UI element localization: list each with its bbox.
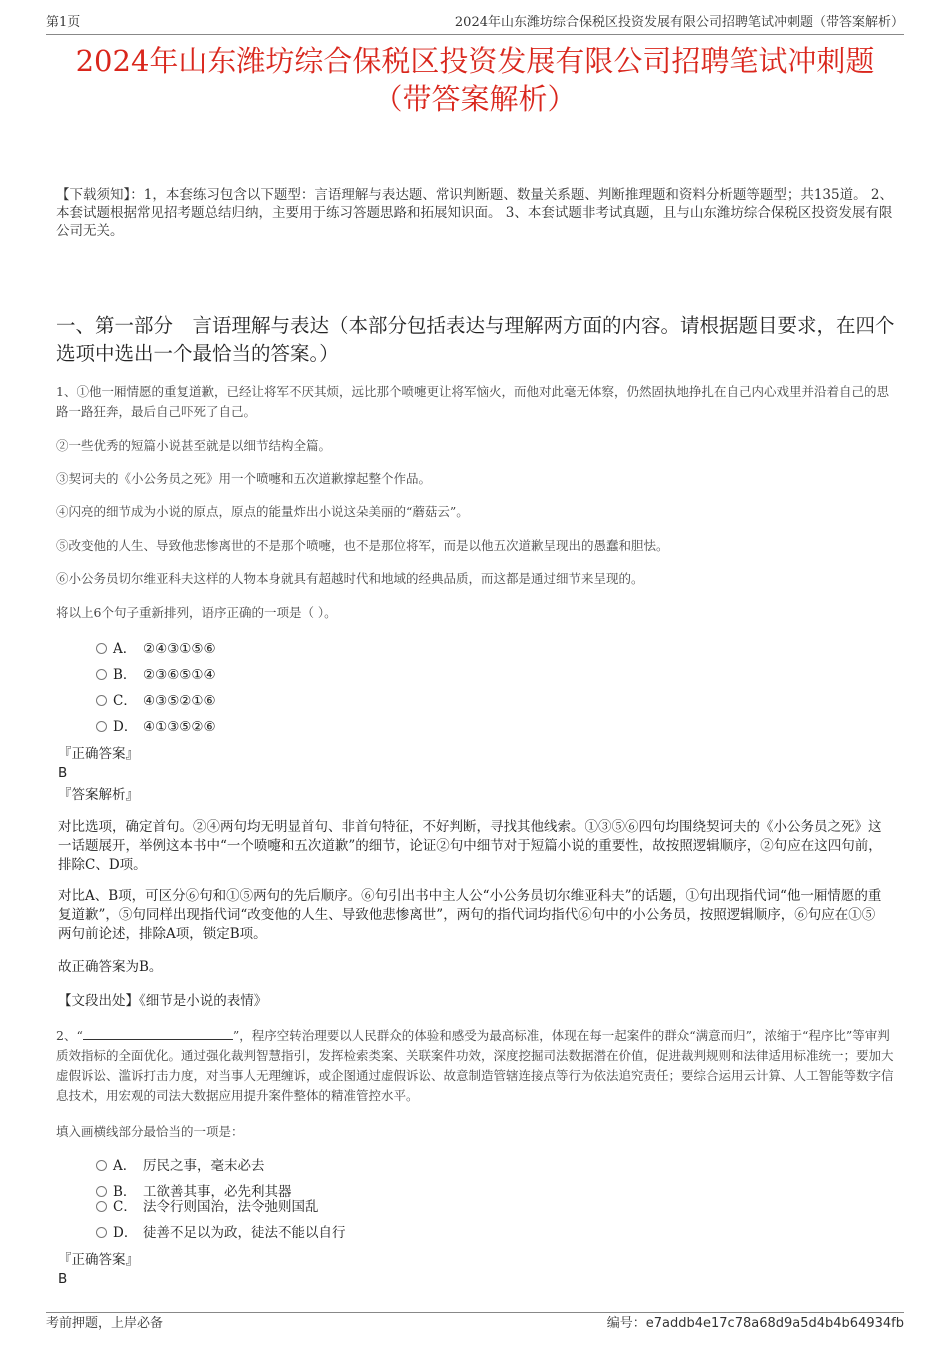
q1-sentence-3: ③契诃夫的《小公务员之死》用一个喷嚏和五次道歉撑起整个作品。 xyxy=(56,471,432,486)
page-number: 第1页 xyxy=(46,15,81,30)
q1-conclusion: 故正确答案为B。 xyxy=(58,959,163,975)
section-heading: 一、第一部分 言语理解与表达（本部分包括表达与理解两方面的内容。请根据题目要求，在四个选项中选出一个最恰当的答案。） xyxy=(56,314,895,365)
q2-answer: B xyxy=(58,1271,68,1287)
title-line-1: 2024年山东潍坊综合保税区投资发展有限公司招聘笔试冲刺题 xyxy=(75,44,875,78)
q2-option-a[interactable]: A． 厉民之事，毫末必去 xyxy=(96,1157,265,1175)
fill-blank xyxy=(83,1026,233,1040)
q1-sentence-2: ②一些优秀的短篇小说甚至就是以细节结构全篇。 xyxy=(56,438,332,453)
q1-option-b[interactable]: B． ②③⑥⑤①④ xyxy=(96,666,216,684)
q2-option-c[interactable]: C． 法令行则国治，法令弛则国乱 xyxy=(96,1198,319,1216)
q2-option-b[interactable]: B． 工欲善其事，必先利其器 xyxy=(96,1183,292,1201)
radio-icon[interactable] xyxy=(96,1186,107,1197)
footer-code: 编号：e7addb4e17c78a68d9a5d4b4b64934fb xyxy=(606,1316,904,1331)
radio-icon[interactable] xyxy=(96,643,107,654)
footer-slogan: 考前押题，上岸必备 xyxy=(46,1316,164,1331)
q2-prompt: 填入画横线部分最恰当的一项是： xyxy=(56,1124,244,1139)
q1-sentence-6: ⑥小公务员切尔维亚科夫这样的人物本身就具有超越时代和地域的经典品质，而这都是通过细节来呈现的。 xyxy=(56,571,644,586)
radio-icon[interactable] xyxy=(96,1160,107,1171)
page-title xyxy=(46,42,904,118)
download-notice: 【下载须知】：1，本套练习包含以下题型：言语理解与表达题、常识判断题、数量关系题、判断推理题和资料分析题等题型；共135道。 2、本套试题根据常见招考题总结归纳，主要用于练习答题思路和拓展知识面。 3、本套试题非考试真题，且与山东潍坊综合保税区投资发展有限公司无关。 xyxy=(56,187,893,239)
header-doc-title: 2024年山东潍坊综合保税区投资发展有限公司招聘笔试冲刺题（带答案解析） xyxy=(454,15,904,30)
radio-icon[interactable] xyxy=(96,721,107,732)
radio-icon[interactable] xyxy=(96,695,107,706)
q1-stem: 1、①他一厢情愿的重复道歉，已经让将军不厌其烦，远比那个喷嚏更让将军恼火，而他对此毫无体察，仍然固执地挣扎在自己内心戏里并沿着自己的思路一路狂奔，最后自己吓死了自己。 xyxy=(56,384,889,419)
q1-sentence-4: ④闪亮的细节成为小说的原点，原点的能量炸出小说这朵美丽的“蘑菇云”。 xyxy=(56,504,469,519)
page-header xyxy=(46,14,904,35)
q1-source: 【文段出处】《细节是小说的表情》 xyxy=(58,993,268,1009)
q1-option-c[interactable]: C． ④③⑤②①⑥ xyxy=(96,692,216,710)
q1-analysis-label: 『答案解析』 xyxy=(58,787,139,803)
q1-analysis-2: 对比A、B项，可区分⑥句和①⑤两句的先后顺序。⑥句引出书中主人公“小公务员切尔维亚科夫”的话题，①句出现指代词“他一厢情愿的重复道歉”，⑤句同样出现指代词“改变他的人生、导致他悲惨离世”，两句的指代词均指代⑥句中的小公务员，按照逻辑顺序，⑥句应在①⑤两句前论述，排除A项，锁定B项。 xyxy=(58,888,882,942)
page-footer xyxy=(46,1312,904,1333)
q2-stem: 2、“ ”，程序空转治理要以人民群众的体验和感受为最高标准，体现在每一起案件的群众“满意而归”，浓缩于“程序比”等审判质效指标的全面优化。通过强化裁判智慧指引，发挥检索类案、关联案件功效，深度挖掘司法数据潜在价值，促进裁判规则和法律适用标准统一；要加大虚假诉讼、滥诉打击力度，对当事人无理缠诉，或企图通过虚假诉讼、故意制造管辖连接点等行为依法追究责任；要综合运用云计算、人工智能等数字信息技术，用宏观的司法大数据应用提升案件整体的精准管控水平。 xyxy=(56,1028,894,1103)
q1-answer: B xyxy=(58,765,68,781)
radio-icon[interactable] xyxy=(96,1201,107,1212)
q1-analysis-1: 对比选项，确定首句。②④两句均无明显首句、非首句特征，不好判断，寻找其他线索。①③⑤⑥四句均围绕契诃夫的《小公务员之死》这一话题展开，举例这本书中“一个喷嚏和五次道歉”的细节，论证②句中细节对于短篇小说的重要性，故按照逻辑顺序，②句应在这四句前，排除C、D项。 xyxy=(58,819,882,873)
q1-sentence-5: ⑤改变他的人生、导致他悲惨离世的不是那个喷嚏，也不是那位将军，而是以他五次道歉呈现出的愚蠢和胆怯。 xyxy=(56,538,669,553)
q1-option-d[interactable]: D． ④①③⑤②⑥ xyxy=(96,718,216,736)
q1-option-a[interactable]: A． ②④③①⑤⑥ xyxy=(96,640,216,658)
radio-icon[interactable] xyxy=(96,669,107,680)
title-line-2: （带答案解析） xyxy=(373,82,577,116)
q1-answer-label: 『正确答案』 xyxy=(58,746,139,762)
radio-icon[interactable] xyxy=(96,1227,107,1238)
q2-answer-label: 『正确答案』 xyxy=(58,1252,139,1268)
q1-prompt: 将以上6个句子重新排列，语序正确的一项是（ ）。 xyxy=(56,605,337,620)
q2-option-d[interactable]: D． 徒善不足以为政，徒法不能以自行 xyxy=(96,1224,346,1242)
